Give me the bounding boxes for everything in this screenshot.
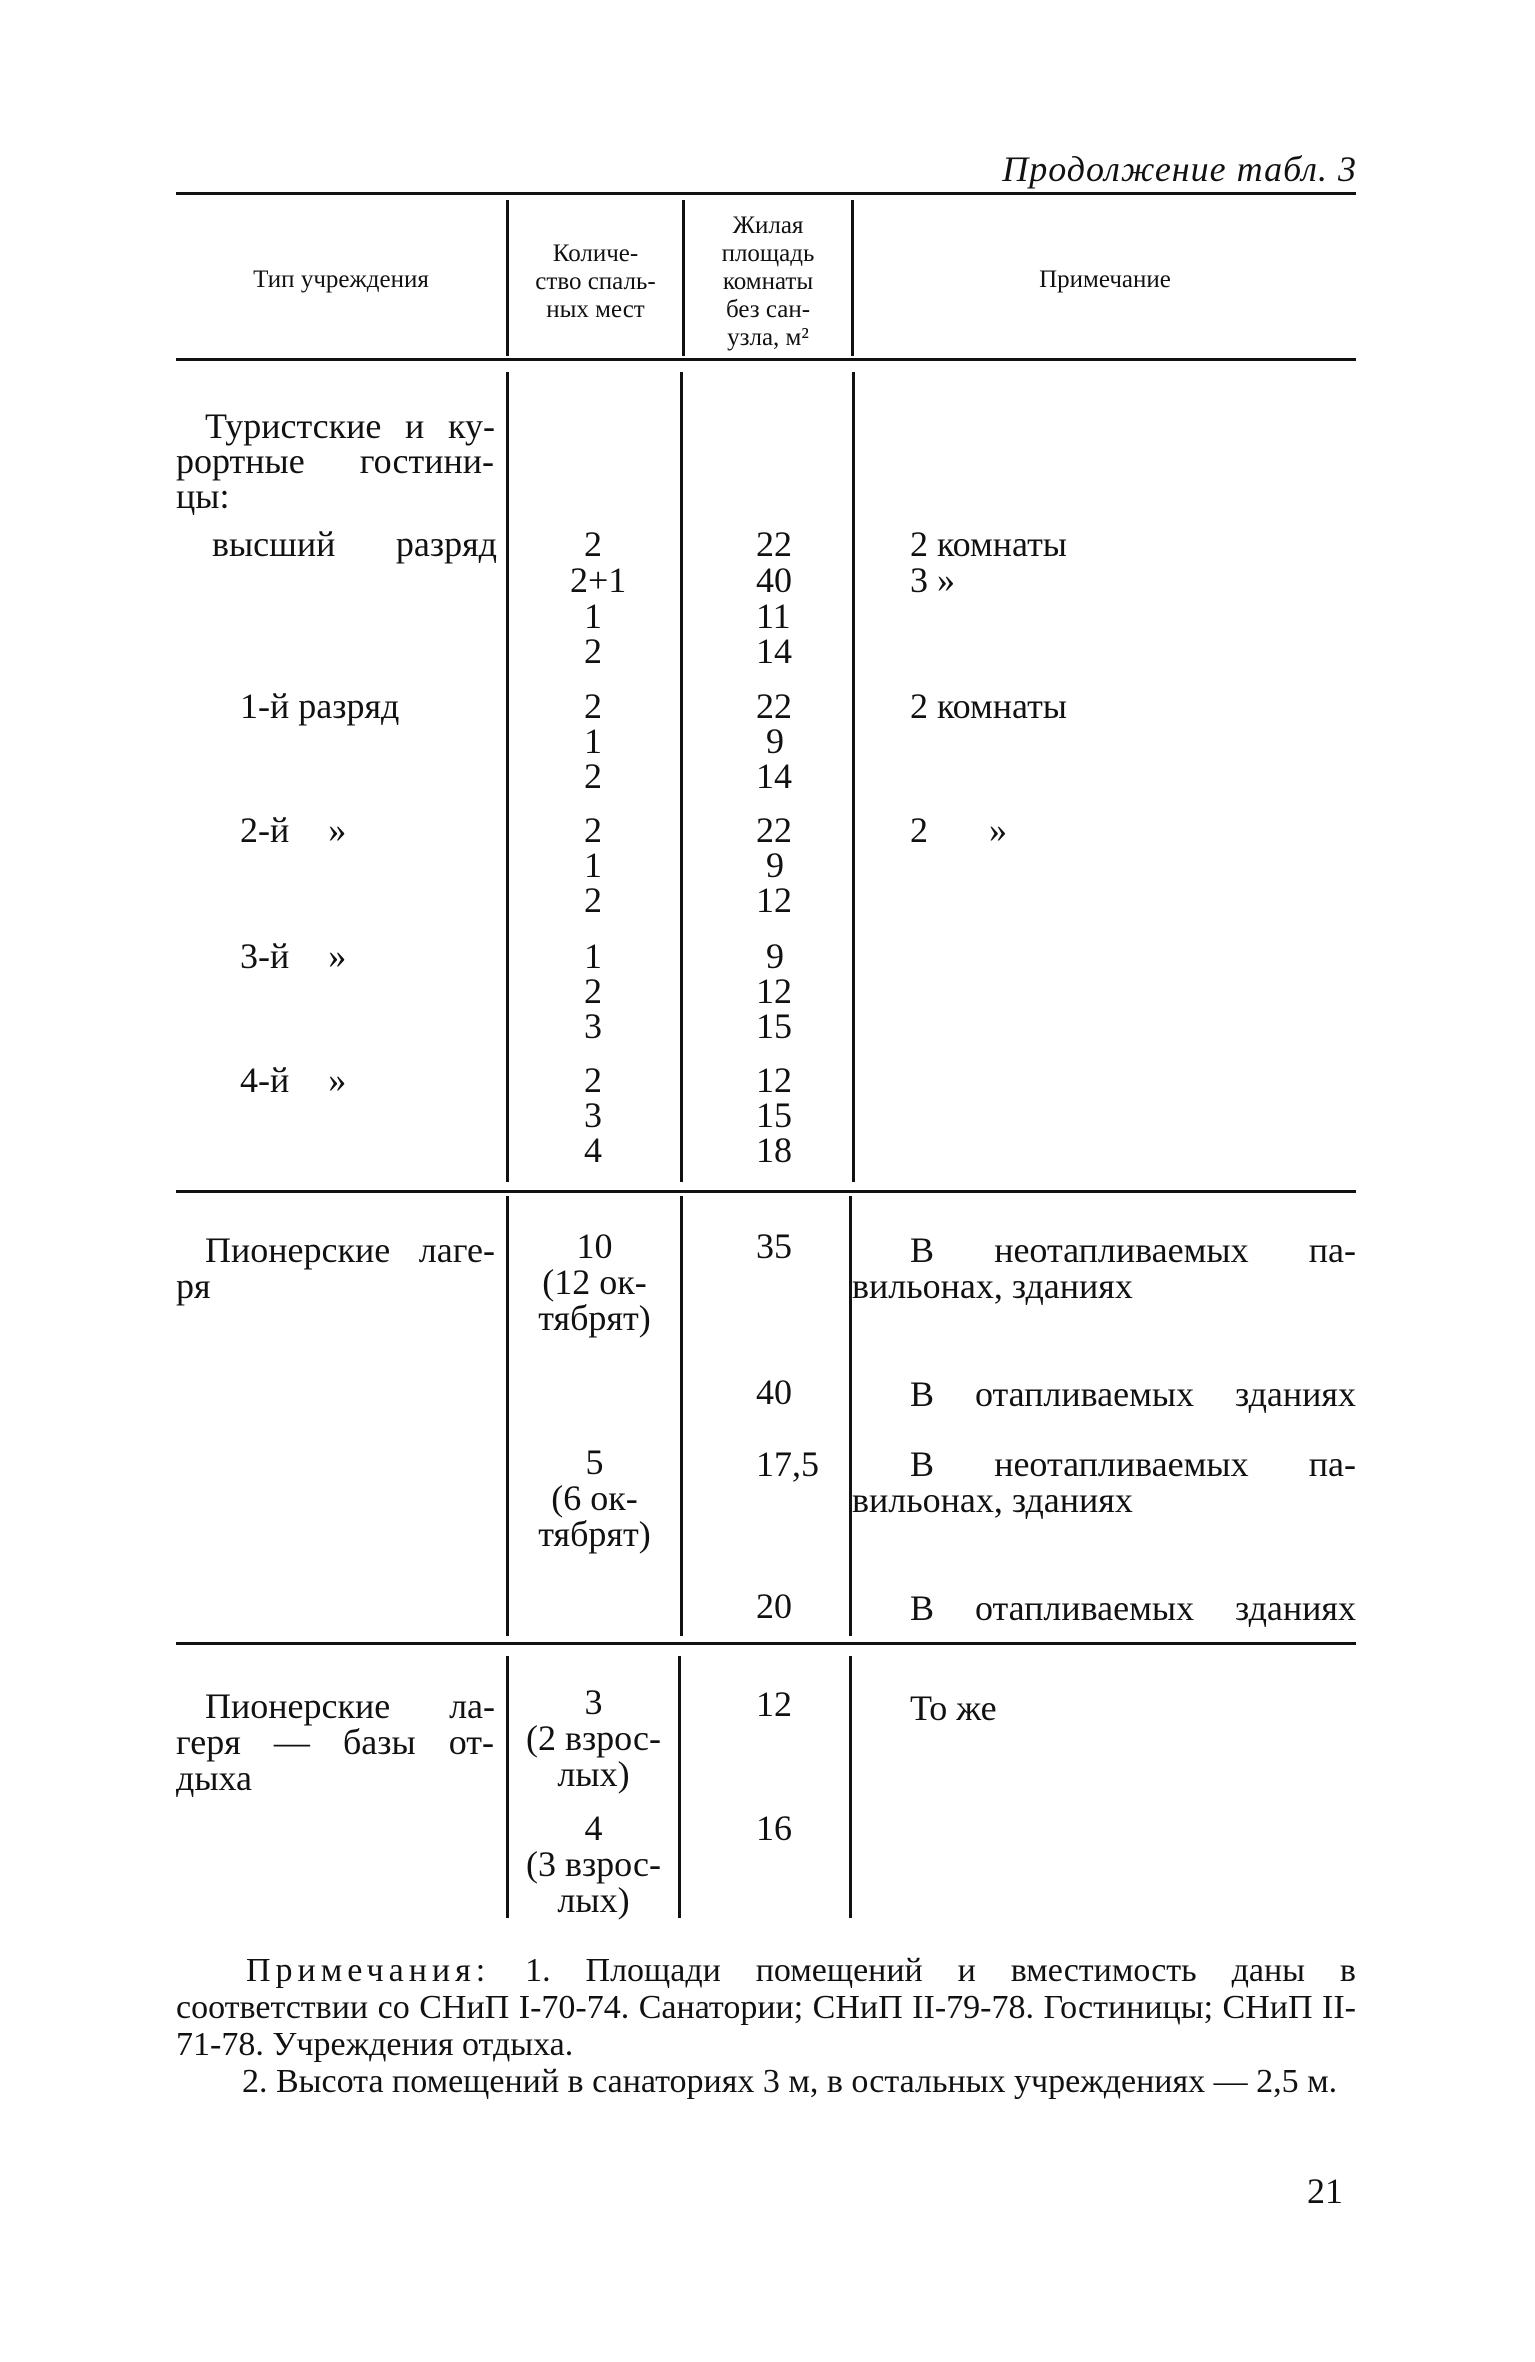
group3-divider-2 xyxy=(678,1656,681,1918)
cell-area: 18 xyxy=(756,1130,792,1170)
cell-area: 35 xyxy=(756,1226,792,1266)
cell-beds: 1 xyxy=(584,845,602,885)
cell-beds: лых) xyxy=(557,1880,630,1920)
group1-title-line3: цы: xyxy=(176,476,230,516)
header-institution-type: Тип учреждения xyxy=(253,266,429,293)
group1-divider-2 xyxy=(680,372,683,1182)
cell-note: В отапливаемых зданиях xyxy=(910,1374,1356,1414)
cell-beds: 2+1 xyxy=(570,560,627,600)
cell-note: То же xyxy=(910,1688,997,1728)
cell-beds: 2 xyxy=(584,524,602,564)
cell-beds: (3 взрос- xyxy=(525,1844,662,1884)
cell-area: 9 xyxy=(766,721,784,761)
group1-divider-3 xyxy=(852,372,855,1182)
cell-beds: 3 xyxy=(584,1682,603,1722)
cell-note: 2 комнаты xyxy=(910,524,1067,564)
header-bottom-rule xyxy=(176,358,1356,361)
table-notes xyxy=(176,1952,1356,2100)
cell-beds: 2 xyxy=(584,810,602,850)
cell-note: В неотапливаемых па- xyxy=(910,1230,1356,1270)
group3-title-line3: дыха xyxy=(176,1758,253,1798)
cell-beds: (6 ок- xyxy=(551,1478,638,1518)
header-bed-count: Количе- ство спаль- ных мест xyxy=(535,240,656,323)
group3-title-line2: геря — базы от- xyxy=(176,1722,494,1762)
note-2: 2. Высота помещений в санаториях 3 м, в остальных учреждениях — 2,5 м. xyxy=(242,2063,1338,2100)
cell-area: 22 xyxy=(756,524,792,564)
cell-note: В отапливаемых зданиях xyxy=(910,1588,1356,1628)
group1-divider-1 xyxy=(506,372,509,1182)
cell-beds: 1 xyxy=(584,936,602,976)
page-number: 21 xyxy=(1307,2171,1343,2211)
header-living-area: Жилая площадь комнаты без сан- узла, м² xyxy=(721,212,815,351)
note-1: Примечания: 1. Площади помещений и вместимость даны в соответствии со СНиП I-70-74. Санатории; СНиП II-79-78. Гостиницы; СНиП II-71-78. Учреждения отдыха. xyxy=(176,1952,1356,2063)
cell-beds: 2 xyxy=(584,631,602,671)
group2-title-line1: Пионерские лаге- xyxy=(205,1230,495,1270)
cell-area: 14 xyxy=(756,631,792,671)
group3-title-line1: Пионерские ла- xyxy=(205,1686,495,1726)
cell-beds: 4 xyxy=(584,1808,603,1848)
cell-area: 12 xyxy=(756,880,792,920)
cell-area: 22 xyxy=(756,686,792,726)
cell-area: 12 xyxy=(756,1060,792,1100)
cell-beds: 2 xyxy=(584,1060,602,1100)
cell-area: 20 xyxy=(756,1586,792,1626)
group1-title-line1: Туристские и ку- xyxy=(205,406,495,446)
cell-area: 9 xyxy=(766,936,784,976)
cell-area: 12 xyxy=(756,1684,792,1724)
row-label-second: 2-й » xyxy=(240,810,347,850)
cell-note: 2 » xyxy=(910,810,1007,850)
cell-beds: 1 xyxy=(584,596,602,636)
cell-note: вильонах, зданиях xyxy=(852,1266,1133,1306)
notes-heading: Примечания: xyxy=(246,1952,491,1989)
group2-divider-2 xyxy=(680,1196,683,1636)
cell-beds: тябрят) xyxy=(538,1298,651,1338)
cell-beds: 2 xyxy=(584,756,602,796)
cell-beds: 3 xyxy=(584,1006,602,1046)
cell-beds: (2 взрос- xyxy=(525,1718,662,1758)
cell-beds: тябрят) xyxy=(538,1514,651,1554)
cell-beds: 2 xyxy=(584,880,602,920)
cell-area: 40 xyxy=(756,1372,792,1412)
row-label-fourth: 4-й » xyxy=(240,1060,347,1100)
group2-divider-3 xyxy=(849,1196,852,1636)
cell-area: 40 xyxy=(756,560,792,600)
row-label-third: 3-й » xyxy=(240,936,347,976)
cell-note: В неотапливаемых па- xyxy=(910,1444,1356,1484)
group3-divider-3 xyxy=(849,1656,852,1918)
cell-beds: 2 xyxy=(584,686,602,726)
cell-area: 9 xyxy=(766,845,784,885)
cell-area: 12 xyxy=(756,971,792,1011)
row-label-highest: высший разряд xyxy=(212,524,497,564)
row-label-first: 1-й разряд xyxy=(240,686,400,726)
cell-area: 22 xyxy=(756,810,792,850)
group2-title-line2: ря xyxy=(176,1266,211,1306)
group2-bottom-rule xyxy=(176,1642,1356,1645)
cell-beds: 4 xyxy=(584,1130,602,1170)
group1-bottom-rule xyxy=(176,1190,1356,1193)
table-continuation-caption: Продолжение табл. 3 xyxy=(1002,149,1357,189)
cell-beds: 2 xyxy=(584,971,602,1011)
table-top-rule xyxy=(176,192,1356,195)
group1-title-line2: рортные гостини- xyxy=(176,441,494,481)
cell-beds: (12 ок- xyxy=(542,1262,647,1302)
cell-beds: лых) xyxy=(557,1754,630,1794)
cell-note: 3 » xyxy=(910,560,955,600)
header-note: Примечание xyxy=(1039,266,1171,293)
cell-beds: 10 xyxy=(576,1226,613,1266)
cell-note: 2 комнаты xyxy=(910,686,1067,726)
cell-area: 14 xyxy=(756,756,792,796)
cell-beds: 5 xyxy=(585,1442,604,1482)
cell-area: 16 xyxy=(756,1808,792,1848)
cell-area: 15 xyxy=(756,1006,792,1046)
cell-note: вильонах, зданиях xyxy=(852,1480,1133,1520)
cell-area: 17,5 xyxy=(756,1444,819,1484)
cell-area: 11 xyxy=(756,596,791,636)
cell-area: 15 xyxy=(756,1095,792,1135)
cell-beds: 3 xyxy=(584,1095,602,1135)
cell-beds: 1 xyxy=(584,721,602,761)
